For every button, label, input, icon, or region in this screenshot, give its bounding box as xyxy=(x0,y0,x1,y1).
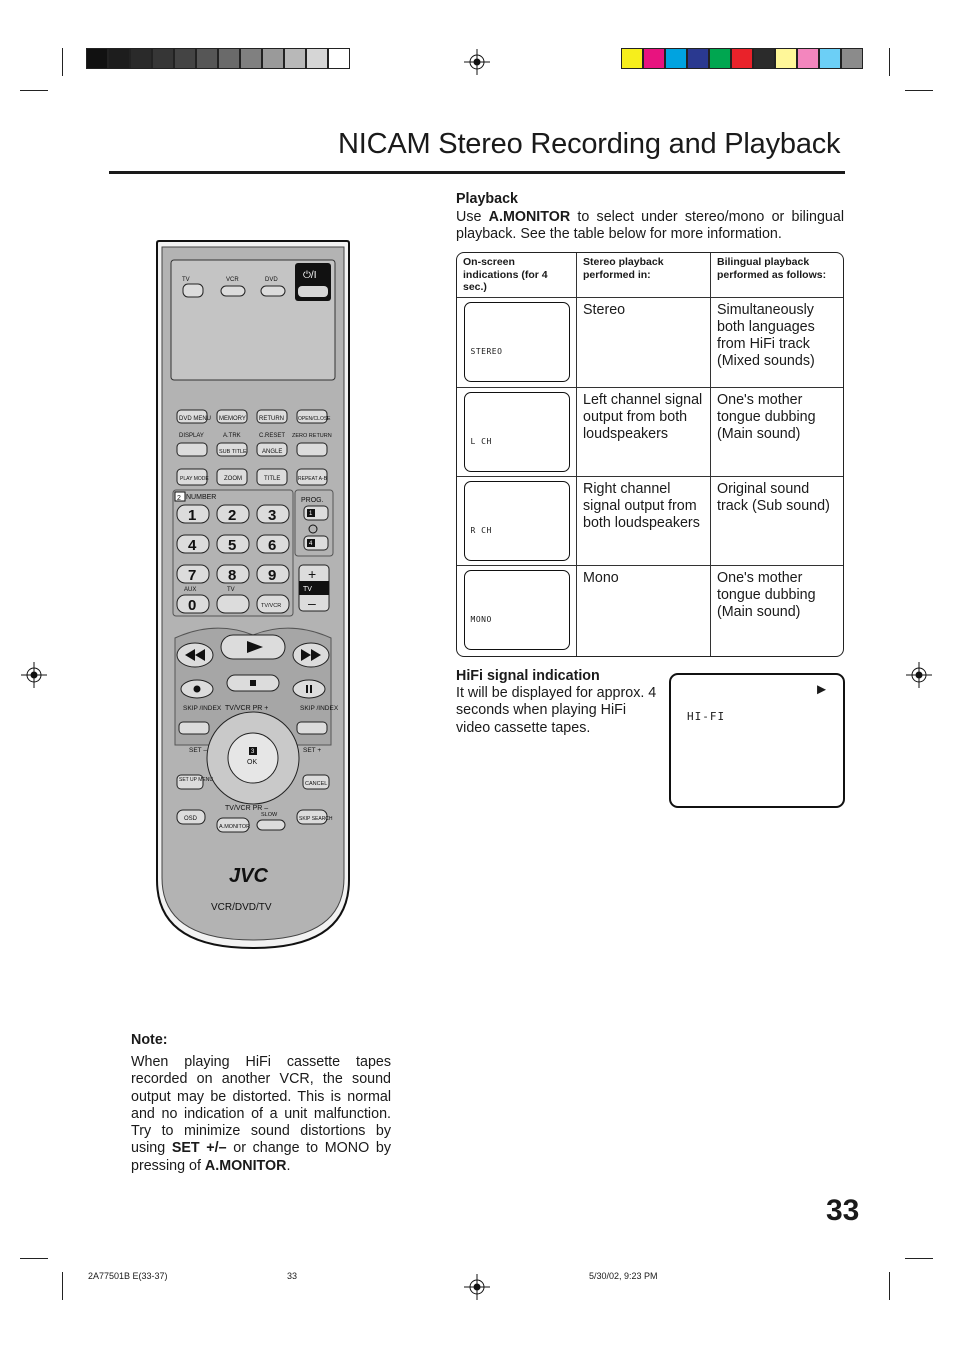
registration-mark-icon xyxy=(21,662,47,688)
color-swatch xyxy=(687,48,709,69)
tv-input-label: TV xyxy=(227,587,235,593)
volume-plus: + xyxy=(308,566,317,582)
tv-vcr-label: TV/VCR xyxy=(261,603,282,609)
color-swatch xyxy=(753,48,775,69)
gray-swatch xyxy=(240,48,262,69)
mode-dvd-label: DVD xyxy=(265,277,278,283)
tv-volume-label: TV xyxy=(303,586,312,593)
gray-swatch xyxy=(284,48,306,69)
display-label: DISPLAY xyxy=(179,433,204,439)
playback-text-bold: A.MONITOR xyxy=(488,209,571,225)
vcr-mode-button[interactable] xyxy=(221,286,245,296)
playback-heading: Playback xyxy=(456,191,518,207)
digit-label: 3 xyxy=(268,507,277,524)
crop-mark xyxy=(889,48,890,76)
stereo-cell: Left channel signal output from both loudspeakers xyxy=(577,388,711,477)
gray-swatch xyxy=(306,48,328,69)
page-number: 33 xyxy=(826,1194,860,1227)
bilingual-cell: Original sound track (Sub sound) xyxy=(711,477,843,566)
table-row xyxy=(457,388,843,477)
brand-logo: JVC xyxy=(229,865,268,887)
tv-screen xyxy=(464,302,570,382)
tv-screen xyxy=(464,392,570,472)
digit-label: 7 xyxy=(188,567,197,584)
color-swatch xyxy=(775,48,797,69)
mode-tv-label: TV xyxy=(182,277,190,283)
bilingual-cell: One's mother tongue dubbing (Main sound) xyxy=(711,388,843,477)
skip-forward-button[interactable] xyxy=(297,722,327,734)
color-swatch xyxy=(665,48,687,69)
crop-mark xyxy=(889,1272,890,1300)
digit-label: 8 xyxy=(228,567,237,584)
hifi-heading: HiFi signal indication xyxy=(456,668,600,684)
digit-label: 1 xyxy=(188,507,197,524)
footer-page: 33 xyxy=(287,1271,298,1281)
digit-label: 6 xyxy=(268,537,277,554)
model-label: VCR/DVD/TV xyxy=(211,902,272,913)
playback-text xyxy=(456,209,844,244)
tv-screen xyxy=(464,570,570,650)
subtitle-label: SUB TITLE xyxy=(219,449,247,455)
screen-indication: STEREO xyxy=(470,347,503,357)
open-close-label: OPEN/CLOSE xyxy=(298,416,331,422)
tv-screen xyxy=(464,481,570,561)
play-icon: ► xyxy=(814,681,829,698)
gray-swatch xyxy=(196,48,218,69)
aux-label: AUX xyxy=(184,587,197,593)
title-label: TITLE xyxy=(264,476,281,482)
bilingual-cell: One's mother tongue dubbing (Main sound) xyxy=(717,569,816,621)
pr-plus-label: TV/VCR PR + xyxy=(225,705,269,712)
skip-search-label: SKIP SEARCH xyxy=(299,816,333,822)
remote-control xyxy=(155,240,351,950)
repeat-label: REPEAT A-B xyxy=(298,476,327,482)
prog-badge-1: 1 xyxy=(309,511,313,517)
gray-swatch xyxy=(218,48,240,69)
note-text-1: When playing HiFi cassette tapes recorded on another VCR, the sound output may be distorted. This is normal and no indication of a unit malfunction. Try to minimize sound distortions by using xyxy=(131,1054,391,1157)
crop-mark xyxy=(62,48,63,76)
screen-indication: L CH xyxy=(470,437,492,447)
crop-mark xyxy=(20,90,48,91)
cancel-label: CANCEL xyxy=(305,781,328,787)
memory-label: MEMORY xyxy=(219,416,246,422)
registration-mark-icon xyxy=(464,49,490,75)
gray-swatch xyxy=(108,48,130,69)
note-heading: Note: xyxy=(131,1032,168,1048)
skip-left-label: SKIP /INDEX xyxy=(183,705,222,712)
title-rule xyxy=(109,171,845,174)
screen-indication: R CH xyxy=(470,526,492,536)
screen-indication: MONO xyxy=(470,615,492,625)
crop-mark xyxy=(62,1272,63,1300)
playback-text-post: to select under stereo/mono or bilingual playback. See the table below for more information. xyxy=(456,209,844,243)
page-title: NICAM Stereo Recording and Playback xyxy=(338,128,841,160)
number-label: NUMBER xyxy=(186,494,217,501)
crop-mark xyxy=(20,1258,48,1259)
zero-return-button[interactable] xyxy=(297,443,327,456)
digit-label: 5 xyxy=(228,537,237,554)
footer-date: 5/30/02, 9:23 PM xyxy=(589,1271,658,1281)
gray-swatch xyxy=(86,48,108,69)
return-label: RETURN xyxy=(259,416,284,422)
ok-button[interactable] xyxy=(228,733,278,783)
number-badge: 2 xyxy=(177,495,181,502)
crop-mark xyxy=(905,1258,933,1259)
digit-label: 4 xyxy=(188,537,197,554)
gray-swatch xyxy=(262,48,284,69)
atrk-label: A.TRK xyxy=(223,433,241,439)
stereo-cell: Mono xyxy=(577,566,711,656)
note-bold-2: A.MONITOR xyxy=(204,1157,287,1174)
osd-label: OSD xyxy=(184,816,198,822)
slow-label: SLOW xyxy=(261,812,278,818)
play-mode-label: PLAY MODE xyxy=(180,476,209,482)
skip-right-label: SKIP /INDEX xyxy=(300,705,339,712)
digit-label: 9 xyxy=(268,567,277,584)
gray-swatch xyxy=(174,48,196,69)
color-swatch xyxy=(621,48,643,69)
playback-text-pre: Use xyxy=(456,209,489,225)
dvd-menu-label: DVD MENU xyxy=(179,416,212,422)
pause-button[interactable] xyxy=(293,680,325,698)
stereo-cell: Stereo xyxy=(577,298,711,388)
ok-label: OK xyxy=(247,759,258,766)
registration-mark-icon xyxy=(464,1274,490,1300)
crop-mark xyxy=(905,90,933,91)
slow-button[interactable] xyxy=(257,820,285,830)
digit-label: 0 xyxy=(188,597,197,614)
footer-code: 2A77501B E(33-37) xyxy=(88,1271,168,1281)
color-swatch xyxy=(709,48,731,69)
note-text xyxy=(131,1054,391,1175)
table-row xyxy=(457,566,843,656)
color-swatch xyxy=(731,48,753,69)
indication-table xyxy=(456,252,844,657)
angle-label: ANGLE xyxy=(262,449,283,455)
note-text-2: or change to MONO by pressing of xyxy=(131,1140,391,1174)
dvd-mode-button[interactable] xyxy=(261,286,285,296)
display-button[interactable] xyxy=(177,443,207,456)
gray-swatch xyxy=(130,48,152,69)
registration-mark-icon xyxy=(906,662,932,688)
gray-swatch xyxy=(328,48,350,69)
volume-minus: – xyxy=(308,595,316,611)
tv-input-button[interactable] xyxy=(217,595,249,613)
note-bold-1: SET +/– xyxy=(171,1140,227,1157)
table-header: On-screen indications (for 4 sec.) xyxy=(457,253,577,298)
ok-badge: 3 xyxy=(251,749,255,755)
color-swatch xyxy=(841,48,863,69)
hifi-screen xyxy=(669,673,845,808)
skip-back-button[interactable] xyxy=(179,722,209,734)
color-swatch xyxy=(643,48,665,69)
gray-swatch xyxy=(152,48,174,69)
hifi-text: It will be displayed for approx. 4 seconds when playing HiFi video cassette tapes. xyxy=(456,685,657,736)
prog-label: PROG. xyxy=(301,497,324,504)
note-text-3: . xyxy=(286,1157,291,1174)
hifi-screen-text: HI-FI xyxy=(687,710,726,723)
prog-badge-4: 4 xyxy=(309,541,313,547)
pr-minus-label: TV/VCR PR – xyxy=(225,805,269,812)
set-plus-label: SET + xyxy=(303,747,322,754)
zoom-label: ZOOM xyxy=(224,476,242,482)
setup-menu-label: SET UP MENU xyxy=(179,777,213,783)
table-row xyxy=(457,477,843,566)
table-row xyxy=(457,298,843,388)
table-header: Bilingual playback performed as follows: xyxy=(711,253,843,298)
color-swatch xyxy=(797,48,819,69)
creset-label: C.RESET xyxy=(259,433,286,439)
table-header: Stereo playback performed in: xyxy=(577,253,711,298)
zero-return-label: ZERO RETURN xyxy=(292,433,332,439)
stereo-cell: Right channel signal output from both loudspeakers xyxy=(577,477,711,566)
bilingual-cell: Simultaneously both languages from HiFi track (Mixed sounds) xyxy=(711,298,843,388)
set-minus-label: SET – xyxy=(189,747,207,754)
a-monitor-label: A.MONITOR xyxy=(219,824,251,830)
mode-vcr-label: VCR xyxy=(226,277,239,283)
color-swatch xyxy=(819,48,841,69)
mode-switch[interactable] xyxy=(183,284,203,297)
power-icon: ⏻/I xyxy=(303,270,317,281)
digit-label: 2 xyxy=(228,507,237,524)
